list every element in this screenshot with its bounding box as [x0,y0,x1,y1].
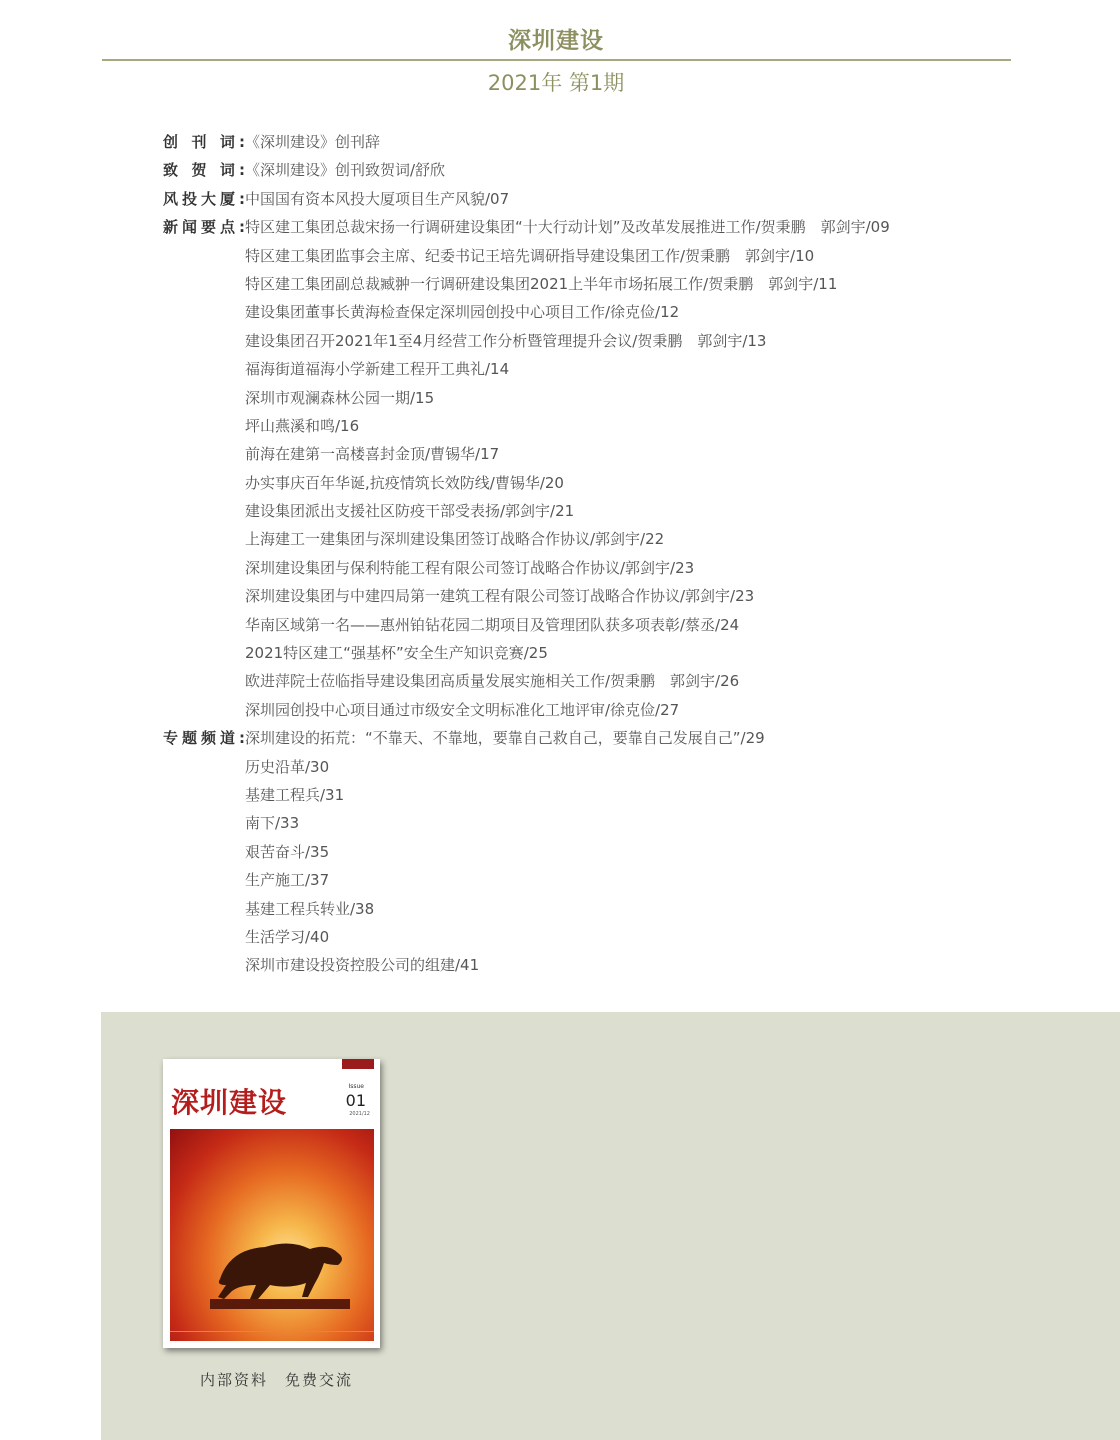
toc-entry[interactable]: 2021特区建工“强基杯”安全生产知识竞赛/25 [245,644,548,663]
magazine-title: 深圳建设 [508,28,604,54]
toc-entry[interactable]: 办实事庆百年华诞,抗疫情筑长效防线/曹锡华/20 [245,473,564,492]
toc-section [163,128,1043,156]
header-divider [102,59,1011,61]
toc-section-label: 风投大厦: [163,189,245,208]
toc-entry[interactable]: 华南区域第一名——惠州铂钻花园二期项目及管理团队获多项表彰/蔡丞/24 [245,615,740,634]
cover-caption: 内部资料 免费交流 [200,1371,354,1389]
bull-sculpture-icon [210,1219,350,1309]
toc-entry[interactable]: 上海建工一建集团与深圳建设集团签订战略合作协议/郭剑宇/22 [245,530,665,549]
toc-entry[interactable]: 特区建工集团副总裁臧翀一行调研建设集团2021上半年市场拓展工作/贺秉鹏 郭剑宇/11 [245,274,838,293]
toc-entry[interactable]: 特区建工集团监事会主席、纪委书记王培先调研指导建设集团工作/贺秉鹏 郭剑宇/10 [245,246,815,265]
cover-issue-label: Issue [348,1083,364,1090]
toc-entry[interactable]: 中国国有资本风投大厦项目生产风貌/07 [245,189,510,208]
toc-entry[interactable]: 特区建工集团总裁宋扬一行调研建设集团“十大行动计划”及改革发展推进工作/贺秉鹏 郭剑宇/09 [245,218,890,237]
toc-section-label: 专题频道: [163,729,245,748]
cover-title: 深圳建设 [171,1086,288,1119]
toc-entry[interactable]: 建设集团派出支援社区防疫干部受表扬/郭剑宇/21 [245,502,575,521]
toc-section [163,213,1043,724]
toc-entries [245,156,1043,184]
cover-footer [170,1331,374,1346]
toc-entries [245,185,1043,213]
table-of-contents [163,128,1043,980]
toc-entry[interactable]: 《深圳建设》创刊辞 [245,133,381,151]
toc-entry[interactable]: 欧进萍院士莅临指导建设集团高质量发展实施相关工作/贺秉鹏 郭剑宇/26 [245,672,740,691]
toc-section-label: 创 刊 词: [163,133,245,151]
toc-entry[interactable]: 建设集团召开2021年1至4月经营工作分析暨管理提升会议/贺秉鹏 郭剑宇/13 [245,331,767,350]
toc-entry[interactable]: 《深圳建设》创刊致贺词/舒欣 [245,161,446,180]
toc-entry[interactable]: 艰苦奋斗/35 [245,842,330,861]
toc-entry[interactable]: 深圳建设集团与保利特能工程有限公司签订战略合作协议/郭剑宇/23 [245,558,695,577]
toc-entry[interactable]: 南下/33 [245,814,300,833]
cover-issue-number: 01 [345,1091,366,1110]
cover-thumbnail[interactable] [163,1059,380,1348]
toc-entry[interactable]: 基建工程兵转业/38 [245,899,375,918]
toc-entry[interactable]: 深圳建设的拓荒：“不靠天、不靠地，要靠自己救自己，要靠自己发展自己”/29 [245,729,765,748]
toc-entry[interactable]: 建设集团董事长黄海检查保定深圳园创投中心项目工作/徐克俭/12 [245,303,680,322]
toc-entry[interactable]: 生产施工/37 [245,871,330,890]
cover-photo [170,1129,374,1341]
toc-section [163,156,1043,184]
toc-entry[interactable]: 深圳建设集团与中建四局第一建筑工程有限公司签订战略合作协议/郭剑宇/23 [245,587,755,606]
toc-entry[interactable]: 深圳市建设投资控股公司的组建/41 [245,956,480,975]
toc-entry[interactable]: 深圳市观澜森林公园一期/15 [245,388,435,407]
toc-entries [245,724,1043,980]
toc-section [163,185,1043,213]
toc-entry[interactable]: 历史沿革/30 [245,757,330,776]
cover-top-bar [342,1059,374,1069]
toc-entry[interactable]: 生活学习/40 [245,927,330,946]
toc-entry[interactable]: 前海在建第一高楼喜封金顶/曹锡华/17 [245,445,500,464]
toc-section-label: 新闻要点: [163,218,245,237]
toc-entry[interactable]: 坪山燕溪和鸣/16 [245,416,360,435]
toc-entries [245,213,1043,724]
toc-entry[interactable]: 福海街道福海小学新建工程开工典礼/14 [245,360,510,379]
toc-section-label: 致 贺 词: [163,161,245,180]
issue-label: 2021年 第1期 [487,71,625,95]
toc-entry[interactable]: 深圳园创投中心项目通过市级安全文明标准化工地评审/徐克俭/27 [245,700,680,719]
cover-issue-date: 2021/12 [349,1111,370,1117]
toc-entries [245,128,1043,156]
toc-section [163,724,1043,980]
toc-entry[interactable]: 基建工程兵/31 [245,785,345,804]
